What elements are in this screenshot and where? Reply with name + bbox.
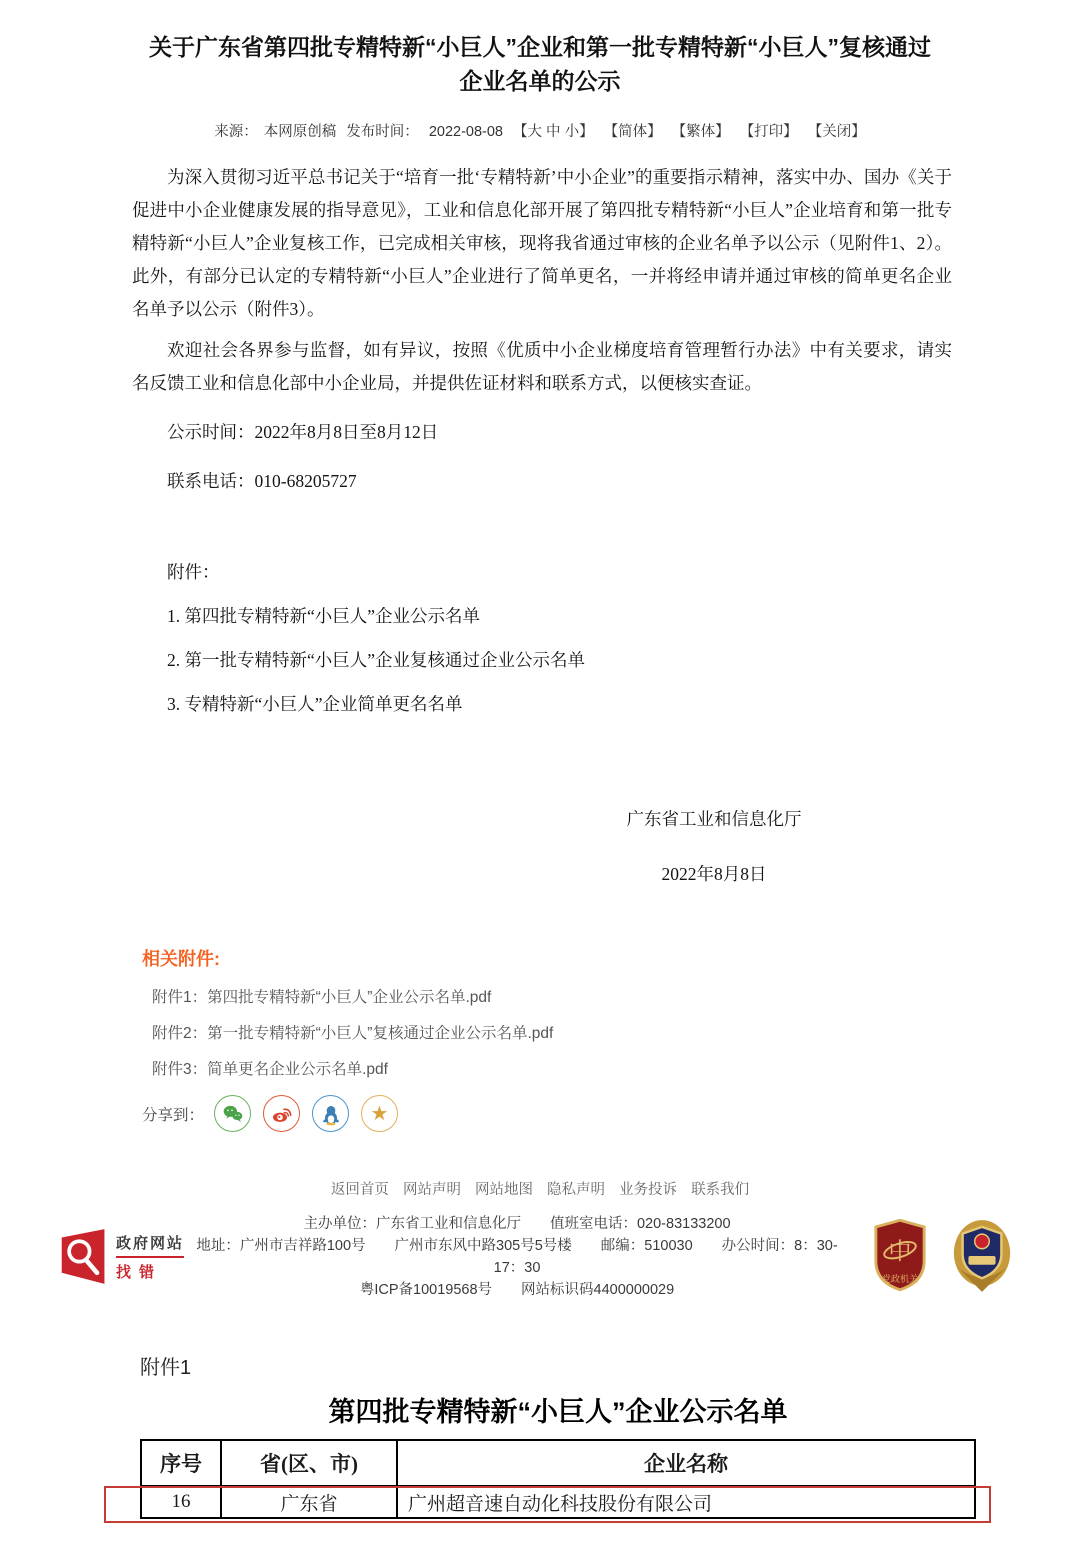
related-attachment-row-2 <box>152 1021 1080 1043</box>
public-time: 公示时间：2022年8月8日至8月12日 <box>167 422 439 442</box>
related-attachment-row-1 <box>152 985 1080 1007</box>
wechat-share-icon[interactable] <box>214 1095 251 1132</box>
wechat-glyph <box>221 1102 245 1126</box>
party-gov-badge[interactable] <box>872 1218 928 1297</box>
footer-info <box>184 1213 850 1301</box>
footer-badges <box>850 1217 1014 1298</box>
table-row <box>141 1486 975 1518</box>
footer-info-line1: 主办单位：广东省工业和信息化厅 值班室电话：020-83133200 <box>303 1216 731 1232</box>
error-logo-line1: 政府网站 <box>116 1235 185 1252</box>
weibo-share-icon[interactable] <box>263 1095 300 1132</box>
site-footer <box>0 1178 1080 1301</box>
gov-site-error-report-logo[interactable] <box>58 1226 184 1288</box>
article-paragraph-1: 为深入贯彻习近平总书记关于“培育一批‘专精特新’中小企业”的重要指示精神，落实中办、国办《关于促进中小企业健康发展的指导意见》，工业和信息化部开展了第四批专精特新“小巨人”企业培育和第一批专精特新“小巨人”企业复核工作，已完成相关审核，现将我省通过审核的企业名单予以公示（见附件1、2）。此外，有部分已认定的专精特新“小巨人”企业进行了简单更名，一并将经申请并通过审核的简单更名企业名单予以公示（附件3）。 <box>132 167 952 319</box>
attachment1-link[interactable]: 第四批专精特新“小巨人”企业公示名单.pdf <box>207 989 492 1006</box>
qq-share-icon[interactable] <box>312 1095 349 1132</box>
source-label: 来源： <box>214 124 258 140</box>
related-attachment-row-3 <box>152 1057 1080 1079</box>
traditional-button[interactable]: 【繁体】 <box>671 124 730 140</box>
footer-link-complaint[interactable]: 业务投诉 <box>619 1182 678 1198</box>
signature-org: 广东省工业和信息化厅 <box>626 809 802 829</box>
preview-table-title: 第四批专精特新“小巨人”企业公示名单 <box>328 1397 788 1427</box>
error-logo-divider <box>116 1256 184 1258</box>
signature-block <box>594 803 834 891</box>
footer-nav <box>0 1178 1080 1199</box>
footer-link-privacy[interactable]: 隐私声明 <box>547 1182 606 1198</box>
attachments-label: 附件： <box>167 562 220 582</box>
svg-text:中: 中 <box>888 1238 912 1265</box>
article-paragraph-2: 欢迎社会各界参与监督，如有异议，按照《优质中小企业梯度培育管理暂行办法》中有关要求，请实名反馈工业和信息化部中小企业局，并提供佐证材料和联系方式，以便核实查证。 <box>132 340 952 393</box>
attachment-item-3: 3. 专精特新“小巨人”企业简单更名名单 <box>167 694 463 714</box>
attachment2-link[interactable]: 第一批专精特新“小巨人”复核通过企业公示名单.pdf <box>207 1025 554 1042</box>
attachment-item-1: 1. 第四批专精特新“小巨人”企业公示名单 <box>167 606 481 626</box>
cell-no: 16 <box>141 1486 221 1518</box>
contact-phone: 联系电话：010-68205727 <box>167 471 357 491</box>
weibo-glyph <box>270 1102 294 1126</box>
footer-link-contact[interactable]: 联系我们 <box>691 1182 750 1198</box>
qq-glyph <box>319 1102 343 1126</box>
cell-province: 广东省 <box>221 1486 397 1518</box>
table-header-row <box>141 1440 975 1486</box>
related-attachments-heading: 相关附件: <box>142 949 220 969</box>
party-gov-badge-icon <box>872 1218 928 1292</box>
page-title-line1: 关于广东省第四批专精特新“小巨人”企业和第一批专精特新“小巨人”复核通过 <box>149 34 931 60</box>
attachment1-label: 附件1 <box>140 1357 192 1379</box>
print-button[interactable]: 【打印】 <box>739 124 798 140</box>
article-body <box>132 161 952 891</box>
star-glyph: ★ <box>370 1102 389 1125</box>
error-logo-line2: 找错 <box>116 1264 163 1281</box>
footer-link-home[interactable]: 返回首页 <box>330 1182 389 1198</box>
meta-bar <box>0 120 1080 141</box>
page-title <box>0 0 1080 98</box>
footer-info-line2: 地址：广州市吉祥路100号 广州市东风中路305号5号楼 邮编：510030 办公时间：8：30-17：30 <box>196 1238 838 1276</box>
footer-info-line3: 粤ICP备10019568号 网站标识码4400000029 <box>359 1282 675 1298</box>
related-attachments-section <box>142 945 1080 1132</box>
cell-company: 广州超音速自动化科技股份有限公司 <box>397 1486 975 1518</box>
font-size-control[interactable]: 【大 中 小】 <box>513 124 594 140</box>
column-header-company: 企业名称 <box>397 1440 975 1486</box>
publish-date: 2022-08-08 <box>428 124 503 140</box>
column-header-no: 序号 <box>141 1440 221 1486</box>
attachment-item-2: 2. 第一批专精特新“小巨人”企业复核通过企业公示名单 <box>167 650 586 670</box>
police-badge[interactable] <box>950 1217 1014 1298</box>
page-title-line2: 企业名单的公示 <box>459 68 621 94</box>
close-button[interactable]: 【关闭】 <box>807 124 866 140</box>
simplified-button[interactable]: 【简体】 <box>603 124 662 140</box>
article-attachment-list <box>132 556 952 721</box>
attachment3-link[interactable]: 简单更名企业公示名单.pdf <box>207 1061 388 1078</box>
footer-link-statement[interactable]: 网站声明 <box>402 1182 461 1198</box>
police-badge-icon <box>950 1217 1014 1293</box>
preview-table <box>140 1439 976 1519</box>
publish-label: 发布时间： <box>346 124 419 140</box>
svg-text:党政机关: 党政机关 <box>881 1273 919 1284</box>
signature-date: 2022年8月8日 <box>661 864 767 884</box>
favorite-share-icon[interactable] <box>361 1095 398 1132</box>
share-label: 分享到： <box>142 1106 205 1124</box>
footer-link-sitemap[interactable]: 网站地图 <box>474 1182 533 1198</box>
source-value: 本网原创稿 <box>263 124 337 140</box>
attachment1-label: 附件1： <box>152 989 208 1006</box>
error-logo-text <box>116 1232 184 1282</box>
attachment3-label: 附件3： <box>152 1061 208 1078</box>
magnifier-flag-icon <box>58 1226 110 1288</box>
attachment2-label: 附件2： <box>152 1025 208 1042</box>
attachment1-preview <box>140 1351 976 1519</box>
share-bar <box>142 1095 1080 1132</box>
column-header-province: 省(区、市) <box>221 1440 397 1486</box>
